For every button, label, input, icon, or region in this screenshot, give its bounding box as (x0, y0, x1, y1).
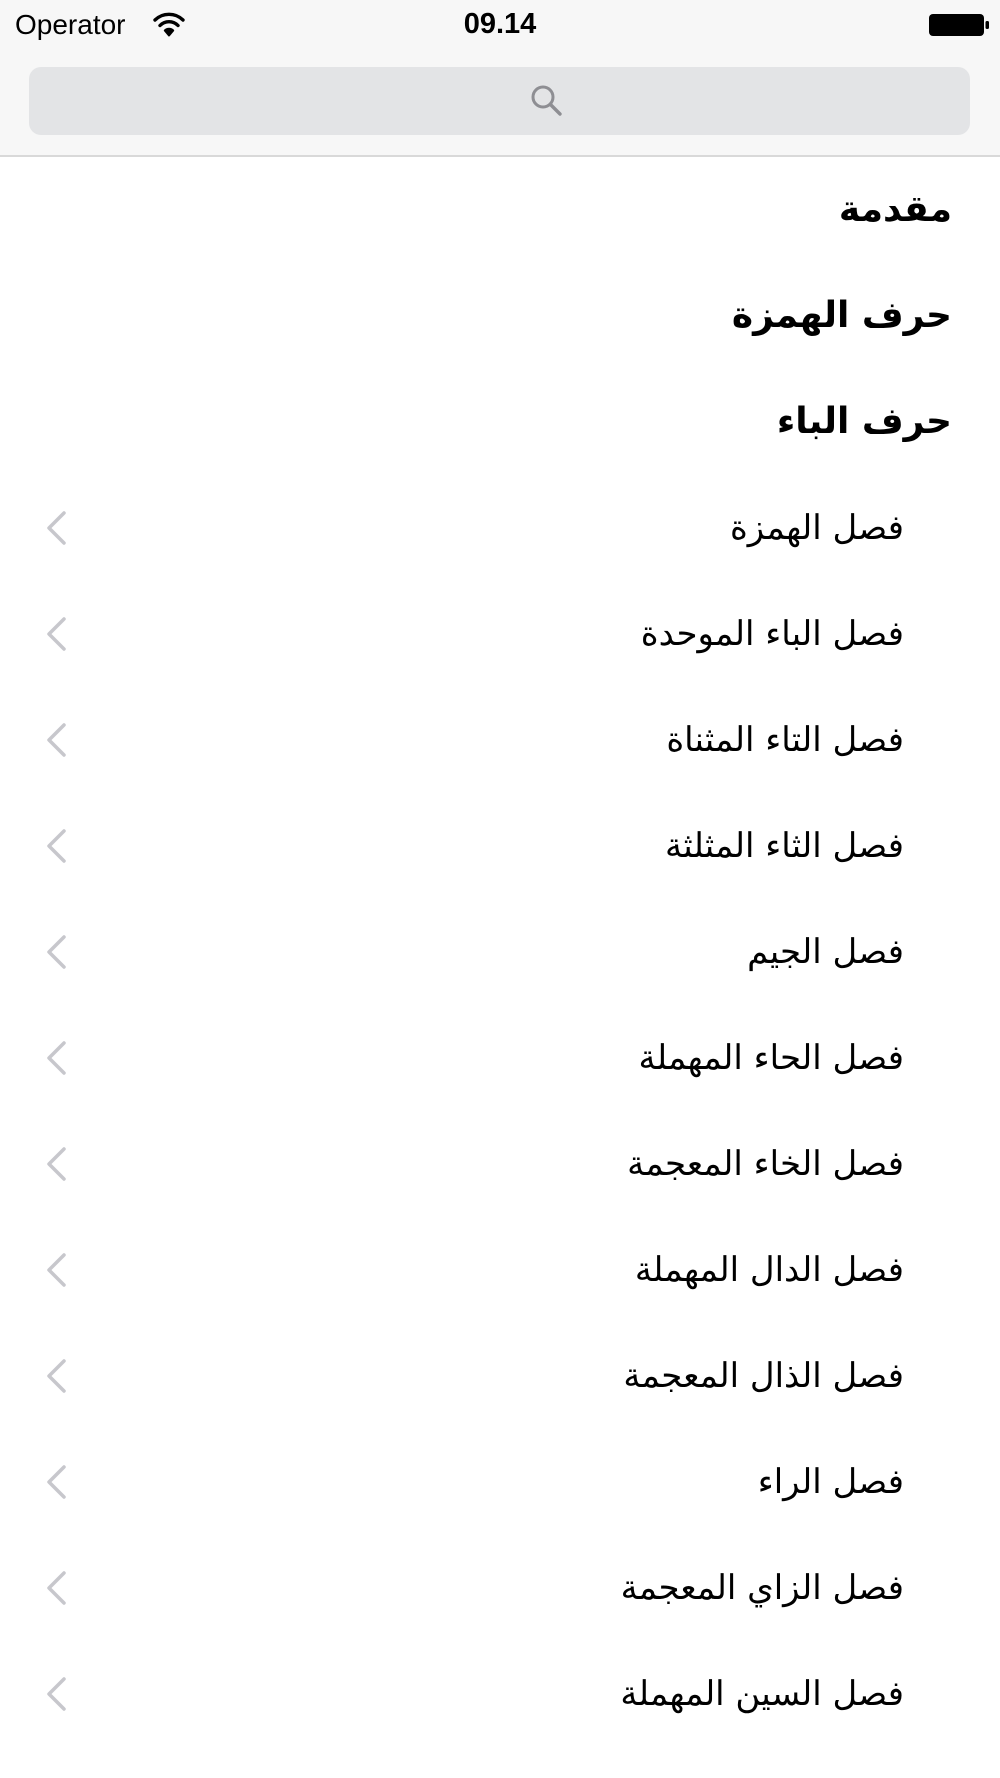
list-item-chapter[interactable] (0, 1323, 1000, 1429)
heading-label: حرف الباء (776, 401, 952, 442)
chapter-label: فصل الذال المعجمة (623, 1356, 904, 1396)
chevron-left-icon (44, 1252, 70, 1288)
chevron-left-icon (44, 1464, 70, 1500)
status-bar (0, 0, 1000, 52)
chevron-left-icon (44, 1146, 70, 1182)
chevron-left-icon (44, 1676, 70, 1712)
list-item-chapter[interactable] (0, 1217, 1000, 1323)
list-item-heading[interactable] (0, 369, 1000, 475)
chapter-label: فصل التاء المثناة (666, 720, 904, 760)
battery-icon (928, 10, 990, 40)
list-item-heading[interactable] (0, 157, 1000, 263)
status-time: 09.14 (463, 8, 537, 40)
navigation-header (0, 0, 1000, 157)
chapter-label: فصل الجيم (747, 932, 904, 972)
list-item-chapter[interactable] (0, 1429, 1000, 1535)
heading-label: حرف الهمزة (731, 295, 952, 336)
list-item-chapter[interactable] (0, 1641, 1000, 1747)
chevron-left-icon (44, 934, 70, 970)
list-item-chapter[interactable] (0, 899, 1000, 1005)
search-icon (529, 83, 565, 119)
list-item-chapter[interactable] (0, 1005, 1000, 1111)
chapter-label: فصل السين المهملة (620, 1674, 904, 1714)
list-item-chapter[interactable] (0, 1535, 1000, 1641)
chapter-label: فصل الزاي المعجمة (620, 1568, 904, 1608)
chapter-label: فصل الهمزة (729, 508, 904, 548)
chapter-label: فصل الدال المهملة (634, 1250, 904, 1290)
chapter-label: فصل الباء الموحدة (640, 614, 904, 654)
chevron-left-icon (44, 616, 70, 652)
chapter-list (0, 157, 1000, 1747)
chapter-label: فصل الراء (757, 1462, 904, 1502)
chapter-label: فصل الثاء المثلثة (665, 826, 904, 866)
list-item-chapter[interactable] (0, 687, 1000, 793)
list-item-chapter[interactable] (0, 793, 1000, 899)
chevron-left-icon (44, 828, 70, 864)
chevron-left-icon (44, 1358, 70, 1394)
heading-label: مقدمة (838, 189, 952, 230)
list-item-heading[interactable] (0, 263, 1000, 369)
chevron-left-icon (44, 1040, 70, 1076)
chevron-left-icon (44, 722, 70, 758)
list-item-chapter[interactable] (0, 1111, 1000, 1217)
search-input[interactable] (29, 67, 970, 135)
list-item-chapter[interactable] (0, 475, 1000, 581)
carrier-name: Operator (15, 9, 126, 40)
chevron-left-icon (44, 510, 70, 546)
list-item-chapter[interactable] (0, 581, 1000, 687)
chapter-label: فصل الحاء المهملة (638, 1038, 904, 1078)
chapter-label: فصل الخاء المعجمة (627, 1144, 904, 1184)
chevron-left-icon (44, 1570, 70, 1606)
